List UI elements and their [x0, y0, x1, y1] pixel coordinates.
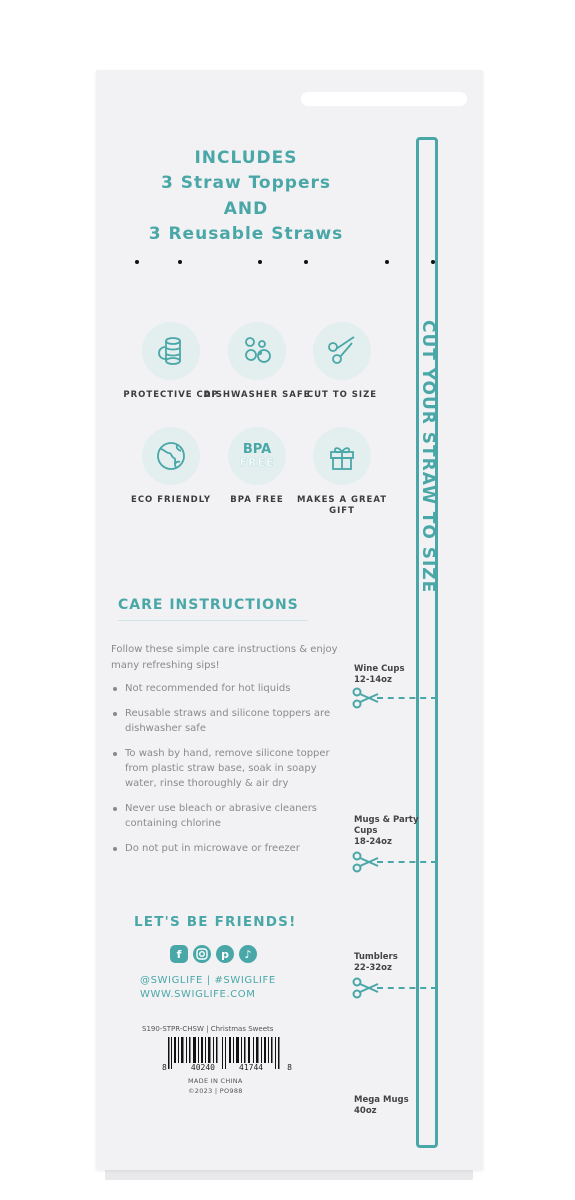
care-divider — [118, 620, 308, 621]
bpa-badge-bottom: FREE — [239, 456, 275, 469]
lets-be-friends-title: LET'S BE FRIENDS! — [134, 914, 297, 930]
perforation-dot — [385, 260, 389, 264]
perforation-dot — [258, 260, 262, 264]
product-sku: S190-STPR-CHSW | Christmas Sweets — [142, 1025, 274, 1033]
feature-label: PROTECTIVE CAP — [123, 390, 219, 400]
website-url[interactable]: WWW.SWIGLIFE.COM — [140, 989, 256, 1000]
barcode-digit: 40240 — [190, 1063, 215, 1072]
feature-cut-to-size — [287, 322, 397, 401]
globe-icon — [142, 427, 200, 485]
size-tumblers — [354, 952, 398, 974]
headline-toppers: 3 Straw Toppers — [161, 173, 331, 193]
made-in: MADE IN CHINA — [188, 1077, 243, 1085]
pinterest-icon[interactable]: p — [216, 945, 234, 963]
size-name: Tumblers — [354, 952, 398, 962]
size-mega-mugs — [354, 1095, 409, 1117]
gift-icon — [313, 427, 371, 485]
size-oz: 40oz — [354, 1106, 377, 1116]
bubbles-icon — [228, 322, 286, 380]
tiktok-icon[interactable]: ♪ — [239, 945, 257, 963]
headline-straws: 3 Reusable Straws — [148, 224, 344, 244]
social-handle: @SWIGLIFE | #SWIGLIFE — [140, 975, 276, 986]
bpa-free-icon — [228, 427, 286, 485]
care-item: To wash by hand, remove silicone topper from plastic straw base, soak in soapy water, rinse thoroughly & air dry — [111, 746, 341, 791]
size-oz: 18-24oz — [354, 837, 392, 847]
barcode-digit: 41744 — [239, 1063, 264, 1072]
cut-line — [377, 987, 437, 989]
packaging-card — [96, 70, 483, 1170]
care-instructions-title: CARE INSTRUCTIONS — [118, 597, 299, 613]
care-item: Never use bleach or abrasive cleaners containing chlorine — [111, 801, 341, 831]
care-item: Do not put in microwave or freezer — [111, 841, 341, 856]
facebook-icon[interactable]: f — [170, 945, 188, 963]
size-name: Wine Cups — [354, 664, 405, 674]
barcode-digit: 8 — [162, 1063, 167, 1072]
size-wine-cups — [354, 664, 405, 686]
size-oz: 12-14oz — [354, 675, 392, 685]
size-oz: 22-32oz — [354, 963, 392, 973]
barcode-digit: 8 — [287, 1063, 292, 1072]
headline-includes: INCLUDES — [194, 148, 298, 168]
feature-great-gift — [287, 427, 397, 517]
size-mugs — [354, 815, 424, 848]
cut-line — [377, 861, 437, 863]
perforation-dot — [135, 260, 139, 264]
care-item: Reusable straws and silicone toppers are dishwasher safe — [111, 706, 341, 736]
instagram-icon[interactable] — [193, 945, 211, 963]
hang-hole — [301, 92, 467, 106]
straw-guide — [416, 137, 438, 1148]
perforation-dot — [178, 260, 182, 264]
perforation-dot — [304, 260, 308, 264]
scissors-icon — [352, 687, 380, 709]
size-name: Mugs & Party Cups — [354, 815, 419, 836]
cut-line — [377, 697, 437, 699]
care-intro: Follow these simple care instructions & enjoy many refreshing sips! — [111, 644, 338, 671]
feature-label: MAKES A GREAT GIFT — [296, 495, 388, 516]
protective-cap-icon — [142, 322, 200, 380]
size-name: Mega Mugs — [354, 1095, 409, 1105]
social-icons — [170, 945, 257, 963]
bpa-badge-top: BPA — [242, 442, 272, 457]
barcode-digits — [162, 1063, 292, 1072]
feature-label: BPA FREE — [230, 495, 284, 505]
cut-straw-text: CUT YOUR STRAW TO SIZE — [418, 320, 438, 594]
scissors-icon — [352, 977, 380, 999]
scissors-icon — [313, 322, 371, 380]
headline-and: AND — [223, 199, 269, 219]
feature-label: CUT TO SIZE — [306, 390, 378, 400]
feature-label: ECO FRIENDLY — [131, 495, 211, 505]
scissors-icon — [352, 851, 380, 873]
feature-label: DISHWASHER SAFE — [203, 390, 311, 400]
care-item: Not recommended for hot liquids — [111, 681, 341, 696]
care-list — [111, 681, 341, 866]
copyright: ©2023 | PO988 — [188, 1087, 243, 1095]
